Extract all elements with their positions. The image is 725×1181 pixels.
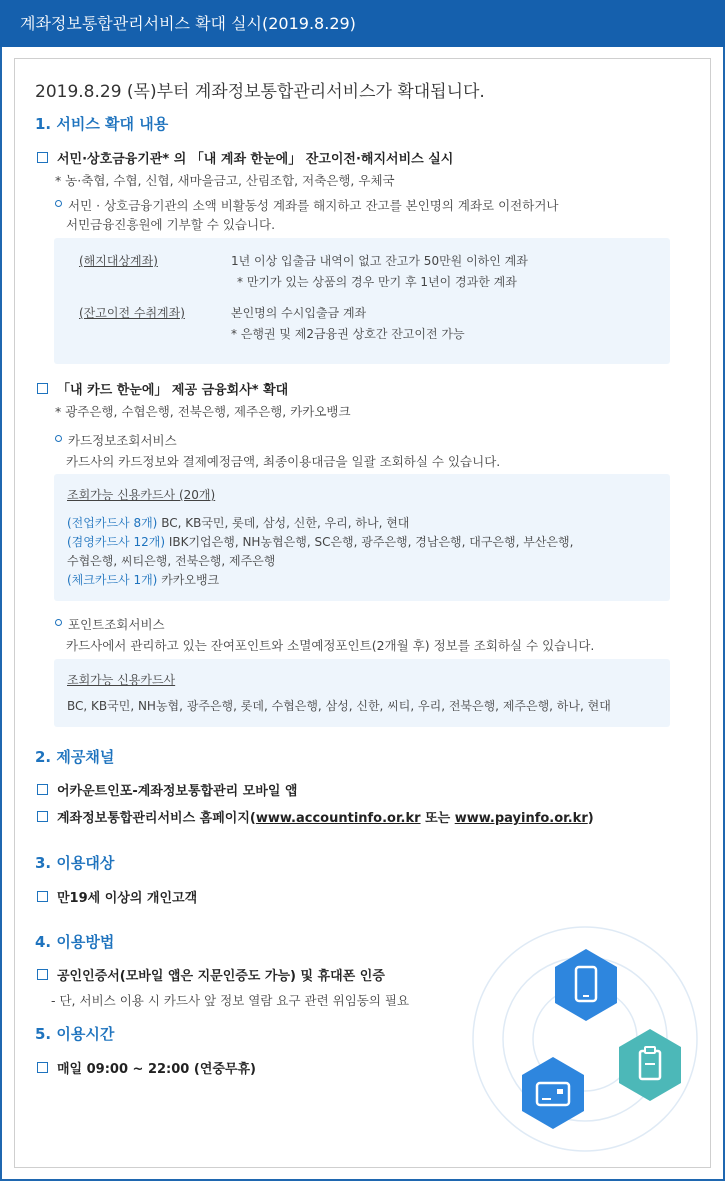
value-receiving-accounts-note: * 은행권 및 제2금융권 상호간 잔고이전 가능 xyxy=(231,327,465,341)
section-4-title: 4. 이용방법 xyxy=(35,933,115,951)
service-illustration xyxy=(445,919,710,1154)
point-companies-list: BC, KB국민, NH농협, 광주은행, 롯데, 수협은행, 삼성, 신한, 씨티, 우리, 전북은행, 제주은행, 하나, 현대 xyxy=(67,699,611,713)
section-2-item-2: 계좌정보통합관리서비스 홈페이지(www.accountinfo.or.kr 또는 www.payinfo.or.kr) xyxy=(37,807,594,826)
credit-card-icon xyxy=(522,1057,584,1129)
section-3-title: 3. 이용대상 xyxy=(35,854,115,872)
section-2-item-1: 어카운트인포-계좌정보통합관리 모바일 앱 xyxy=(37,780,298,799)
section-1-title: 1. 서비스 확대 내용 xyxy=(35,115,169,133)
content-panel xyxy=(14,58,711,1168)
card-companies-line-2: (겸영카드사 12개) IBK기업은행, NH농협은행, SC은행, 광주은행, 경남은행, 대구은행, 부산은행, xyxy=(67,535,574,549)
point-service-desc: 카드사에서 관리하고 있는 잔여포인트와 소멸예정포인트(2개월 후) 정보를 조회하실 수 있습니다. xyxy=(66,638,595,653)
link-payinfo[interactable]: www.payinfo.or.kr xyxy=(454,811,588,826)
card-info-service-desc: 카드사의 카드정보와 결제예정금액, 최종이용대금을 일괄 조회하실 수 있습니다. xyxy=(66,454,501,469)
section-4-item-1: 공인인증서(모바일 앱은 지문인증도 가능) 및 휴대폰 인증 xyxy=(37,965,385,984)
section-5-title: 5. 이용시간 xyxy=(35,1025,115,1043)
point-service-title: 포인트조회서비스 xyxy=(55,615,165,633)
point-companies-title: 조회가능 신용카드사 xyxy=(67,673,176,687)
value-receiving-accounts: 본인명의 수시입출금 계좌 xyxy=(231,306,367,320)
section-1-item-1: 서민·상호금융기관* 의 「내 계좌 한눈에」 잔고이전·해지서비스 실시 xyxy=(37,148,453,167)
section-1-item-1-desc-cont: 서민금융진흥원에 기부할 수 있습니다. xyxy=(66,217,276,232)
value-terminate-accounts: 1년 이상 입출금 내역이 없고 잔고가 50만원 이하인 계좌 xyxy=(231,254,528,268)
section-1-item-1-desc: 서민 · 상호금융기관의 소액 비활동성 계좌를 해지하고 잔고를 본인명의 계좌로 이전하거나 xyxy=(55,196,558,214)
card-companies-title: 조회가능 신용카드사 (20개) xyxy=(67,488,216,502)
section-1-item-2-note: * 광주은행, 수협은행, 전북은행, 제주은행, 카카오뱅크 xyxy=(55,404,351,419)
info-box-card-companies xyxy=(54,474,670,601)
link-accountinfo[interactable]: www.accountinfo.or.kr xyxy=(255,811,421,826)
card-companies-line-1: (전업카드사 8개) BC, KB국민, 롯데, 삼성, 신한, 우리, 하나, 현대 xyxy=(67,516,410,530)
label-terminate-accounts: (해지대상계좌) xyxy=(79,254,158,268)
section-3-item-1: 만19세 이상의 개인고객 xyxy=(37,887,197,906)
card-companies-line-4: (체크카드사 1개) 카카오뱅크 xyxy=(67,573,220,587)
section-1-item-1-note: * 농·축협, 수협, 신협, 새마을금고, 산림조합, 저축은행, 우체국 xyxy=(55,173,395,188)
section-5-item-1: 매일 09:00 ~ 22:00 (연중무휴) xyxy=(37,1058,256,1077)
headline: 2019.8.29 (목)부터 계좌정보통합관리서비스가 확대됩니다. xyxy=(35,82,485,102)
section-1-item-2: 「내 카드 한눈에」 제공 금융회사* 확대 xyxy=(37,379,288,398)
card-companies-line-3: 수협은행, 씨티은행, 전북은행, 제주은행 xyxy=(67,554,276,568)
section-4-note: - 단, 서비스 이용 시 카드사 앞 정보 열람 요구 관련 위임동의 필요 xyxy=(51,993,410,1008)
info-box-point-companies xyxy=(54,659,670,727)
page-title: 계좌정보통합관리서비스 확대 실시(2019.8.29) xyxy=(0,0,725,47)
card-info-service-title: 카드정보조회서비스 xyxy=(55,431,177,449)
label-receiving-accounts: (잔고이전 수취계좌) xyxy=(79,306,185,320)
value-terminate-accounts-note: * 만기가 있는 상품의 경우 만기 후 1년이 경과한 계좌 xyxy=(237,275,517,289)
clipboard-icon xyxy=(619,1029,681,1101)
section-2-title: 2. 제공채널 xyxy=(35,748,115,766)
info-box-accounts xyxy=(54,238,670,364)
